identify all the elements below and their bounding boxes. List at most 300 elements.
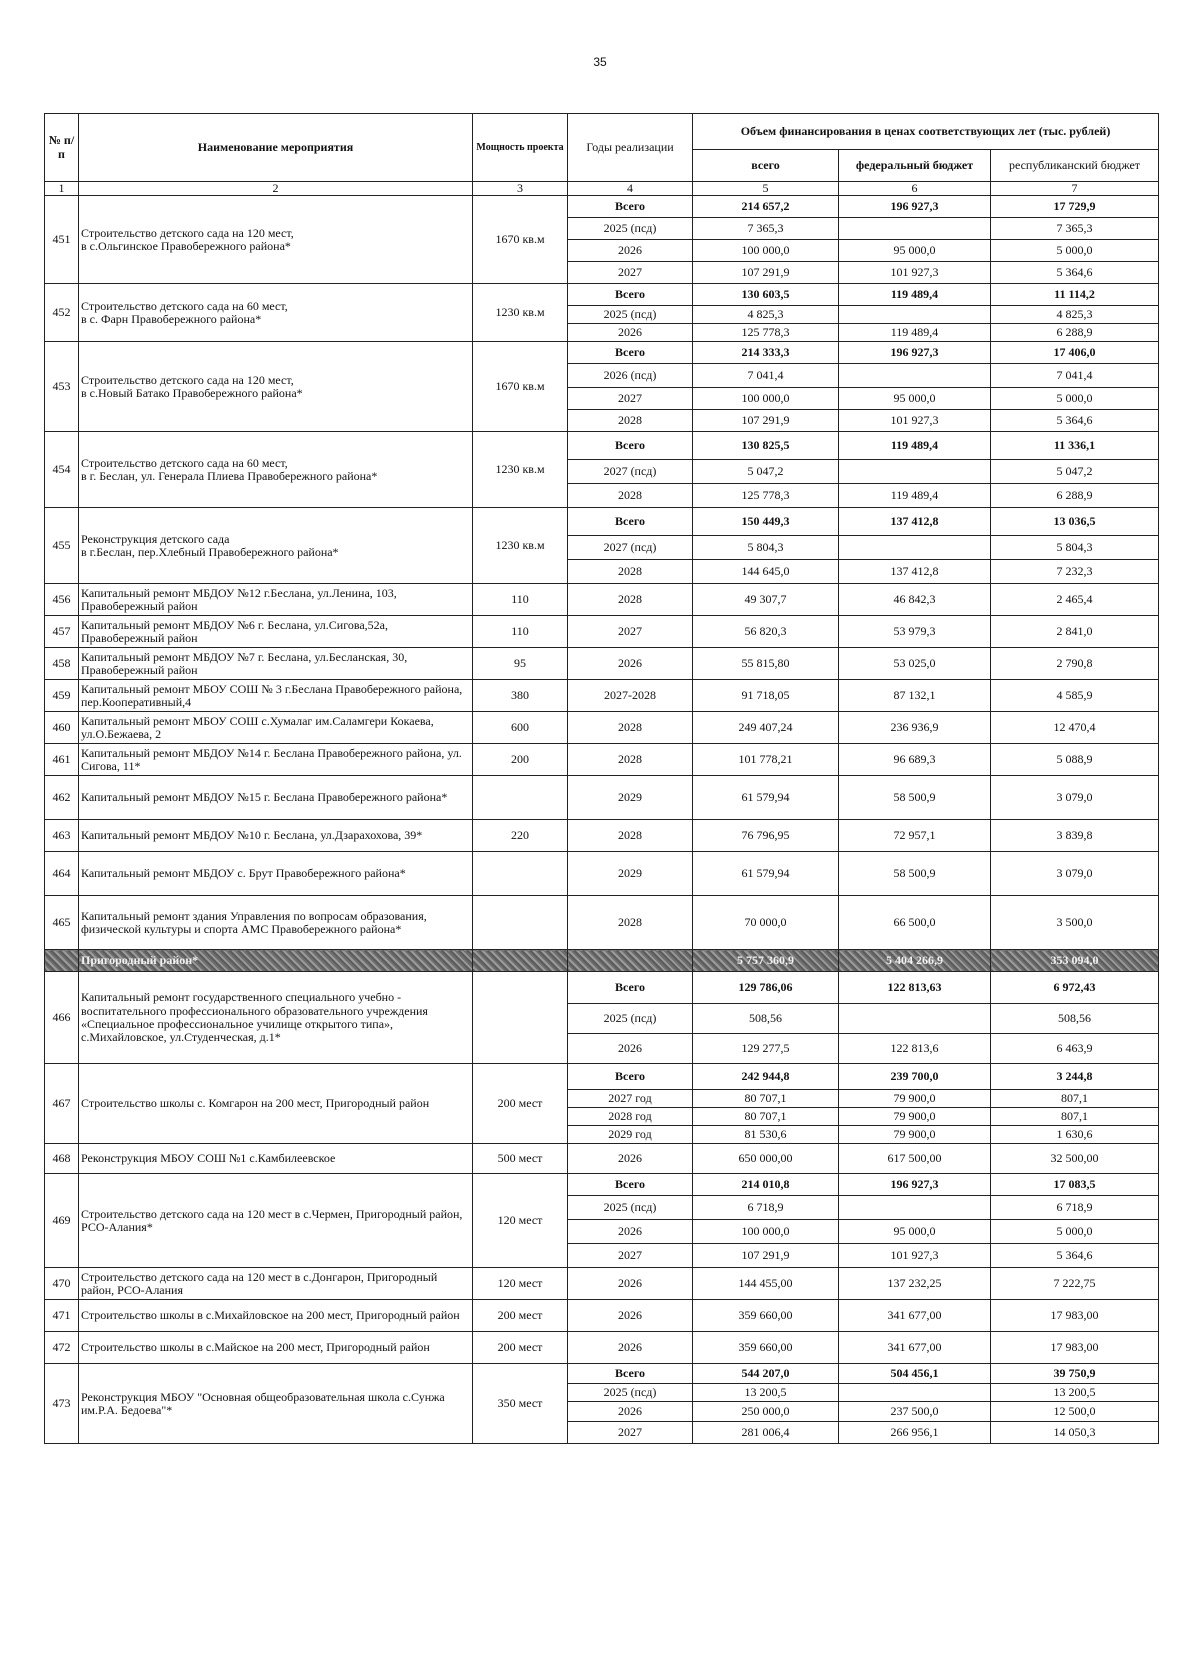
funding-republic: 6 718,9: [991, 1196, 1159, 1220]
funding-republic: 6 288,9: [991, 324, 1159, 342]
funding-republic: 17 983,00: [991, 1332, 1159, 1364]
project-name: Строительство детского сада на 120 мест, в с.Новый Батако Правобережного района*: [79, 342, 473, 432]
funding-republic: 508,56: [991, 1004, 1159, 1034]
funding-federal: 79 900,0: [839, 1108, 991, 1126]
implementation-year: Всего: [568, 972, 693, 1004]
implementation-year: 2027: [568, 616, 693, 648]
implementation-year: Всего: [568, 342, 693, 364]
project-capacity: 95: [473, 648, 568, 680]
funding-republic: 6 463,9: [991, 1034, 1159, 1064]
implementation-year: 2026: [568, 240, 693, 262]
funding-federal: 72 957,1: [839, 820, 991, 852]
row-number: 460: [45, 712, 79, 744]
funding-total: 7 365,3: [693, 218, 839, 240]
funding-republic: 3 500,0: [991, 896, 1159, 950]
project-name: Строительство школы в с.Майское на 200 мест, Пригородный район: [79, 1332, 473, 1364]
header-funding: Объем финансирования в ценах соответствующих лет (тыс. рублей): [693, 114, 1159, 150]
project-capacity: 380: [473, 680, 568, 712]
funding-republic: 17 406,0: [991, 342, 1159, 364]
region-capacity-cell: [473, 950, 568, 972]
region-num-cell: [45, 950, 79, 972]
implementation-year: 2027 (псд): [568, 460, 693, 484]
funding-republic: 17 083,5: [991, 1174, 1159, 1196]
header-capacity: Мощность проекта: [473, 114, 568, 182]
project-name: Капитальный ремонт здания Управления по вопросам образования, физической культуры и спорта АМС Правобережного района*: [79, 896, 473, 950]
funding-federal: 341 677,00: [839, 1300, 991, 1332]
project-capacity: 110: [473, 616, 568, 648]
region-name: Пригородный район*: [79, 950, 473, 972]
funding-republic: 12 470,4: [991, 712, 1159, 744]
header-num: № п/п: [45, 114, 79, 182]
funding-total: 650 000,00: [693, 1144, 839, 1174]
implementation-year: 2028: [568, 584, 693, 616]
table-row: [45, 1174, 1159, 1196]
row-number: 451: [45, 196, 79, 284]
funding-total: 214 010,8: [693, 1174, 839, 1196]
implementation-year: Всего: [568, 432, 693, 460]
row-number: 465: [45, 896, 79, 950]
column-index-cell: 6: [839, 182, 991, 196]
row-number: 472: [45, 1332, 79, 1364]
funding-total: 130 603,5: [693, 284, 839, 306]
row-number: 455: [45, 508, 79, 584]
project-name: Строительство детского сада на 60 мест, в с. Фарн Правобережного района*: [79, 284, 473, 342]
implementation-year: Всего: [568, 1174, 693, 1196]
funding-total: 61 579,94: [693, 776, 839, 820]
funding-federal: 87 132,1: [839, 680, 991, 712]
row-number: 467: [45, 1064, 79, 1144]
funding-federal: [839, 306, 991, 324]
funding-total: 250 000,0: [693, 1402, 839, 1422]
table-row: [45, 432, 1159, 460]
project-name: Капитальный ремонт МБДОУ №7 г. Беслана, ул.Бесланская, 30, Правобережный район: [79, 648, 473, 680]
project-capacity: 200 мест: [473, 1300, 568, 1332]
funding-federal: [839, 364, 991, 388]
column-index-cell: 5: [693, 182, 839, 196]
funding-federal: 196 927,3: [839, 196, 991, 218]
funding-federal: 101 927,3: [839, 410, 991, 432]
implementation-year: 2029: [568, 852, 693, 896]
funding-republic: 5 088,9: [991, 744, 1159, 776]
header-total: всего: [693, 150, 839, 182]
implementation-year: 2027: [568, 388, 693, 410]
funding-federal: 101 927,3: [839, 262, 991, 284]
project-capacity: 110: [473, 584, 568, 616]
page-number: 35: [593, 55, 607, 69]
funding-republic: 7 365,3: [991, 218, 1159, 240]
project-name: Строительство школы с. Комгарон на 200 мест, Пригородный район: [79, 1064, 473, 1144]
funding-republic: 11 114,2: [991, 284, 1159, 306]
funding-republic: 17 729,9: [991, 196, 1159, 218]
funding-total: 5 047,2: [693, 460, 839, 484]
implementation-year: Всего: [568, 1064, 693, 1090]
funding-federal: 66 500,0: [839, 896, 991, 950]
implementation-year: 2026: [568, 1300, 693, 1332]
funding-total: 70 000,0: [693, 896, 839, 950]
funding-total: 76 796,95: [693, 820, 839, 852]
funding-federal: 79 900,0: [839, 1090, 991, 1108]
funding-republic: 7 041,4: [991, 364, 1159, 388]
funding-federal: 95 000,0: [839, 388, 991, 410]
funding-federal: 196 927,3: [839, 342, 991, 364]
row-number: 454: [45, 432, 79, 508]
region-years-cell: [568, 950, 693, 972]
funding-total: 107 291,9: [693, 1244, 839, 1268]
table-row: [45, 584, 1159, 616]
table-row: [45, 284, 1159, 306]
funding-total: 144 455,00: [693, 1268, 839, 1300]
funding-republic: 2 841,0: [991, 616, 1159, 648]
funding-total: 80 707,1: [693, 1108, 839, 1126]
row-number: 468: [45, 1144, 79, 1174]
project-name: Капитальный ремонт МБДОУ №15 г. Беслана Правобережного района*: [79, 776, 473, 820]
implementation-year: 2027 год: [568, 1090, 693, 1108]
project-name: Капитальный ремонт МБДОУ №10 г. Беслана, ул.Дзарахохова, 39*: [79, 820, 473, 852]
funding-total: 144 645,0: [693, 560, 839, 584]
table-row: [45, 680, 1159, 712]
implementation-year: Всего: [568, 284, 693, 306]
funding-republic: 13 036,5: [991, 508, 1159, 536]
project-name: Строительство детского сада на 60 мест, в г. Беслан, ул. Генерала Плиева Правобережного района*: [79, 432, 473, 508]
row-number: 469: [45, 1174, 79, 1268]
project-capacity: [473, 776, 568, 820]
funding-republic: 807,1: [991, 1108, 1159, 1126]
funding-total: 91 718,05: [693, 680, 839, 712]
project-name: Капитальный ремонт государственного специального учебно - воспитательного профессионального образовательного учреждения «Специальное профессиональное училище открытого типа», с.Михайловское, ул.Студенческая, д.1*: [79, 972, 473, 1064]
funding-republic: 807,1: [991, 1090, 1159, 1108]
row-number: 452: [45, 284, 79, 342]
project-name: Реконструкция МБОУ "Основная общеобразовательная школа с.Сунжа им.Р.А. Бедоева"*: [79, 1364, 473, 1444]
row-number: 458: [45, 648, 79, 680]
project-capacity: 1670 кв.м: [473, 196, 568, 284]
funding-federal: 122 813,6: [839, 1034, 991, 1064]
funding-republic: 6 288,9: [991, 484, 1159, 508]
implementation-year: 2025 (псд): [568, 306, 693, 324]
funding-federal: [839, 218, 991, 240]
funding-total: 130 825,5: [693, 432, 839, 460]
header-republic: республиканский бюджет: [991, 150, 1159, 182]
funding-republic: 11 336,1: [991, 432, 1159, 460]
funding-total: 359 660,00: [693, 1300, 839, 1332]
column-index-cell: 1: [45, 182, 79, 196]
implementation-year: 2028: [568, 820, 693, 852]
row-number: 457: [45, 616, 79, 648]
header-federal: федеральный бюджет: [839, 150, 991, 182]
funding-total: 61 579,94: [693, 852, 839, 896]
funding-republic: 5 804,3: [991, 536, 1159, 560]
table-row: [45, 1332, 1159, 1364]
funding-total: 100 000,0: [693, 240, 839, 262]
project-name: Реконструкция детского сада в г.Беслан, пер.Хлебный Правобережного района*: [79, 508, 473, 584]
funding-federal: 95 000,0: [839, 1220, 991, 1244]
implementation-year: Всего: [568, 1364, 693, 1384]
implementation-year: 2025 (псд): [568, 1004, 693, 1034]
funding-republic: 6 972,43: [991, 972, 1159, 1004]
funding-total: 150 449,3: [693, 508, 839, 536]
implementation-year: 2028: [568, 410, 693, 432]
funding-total: 508,56: [693, 1004, 839, 1034]
implementation-year: 2028: [568, 744, 693, 776]
funding-federal: 137 412,8: [839, 508, 991, 536]
row-number: 461: [45, 744, 79, 776]
project-capacity: [473, 972, 568, 1064]
project-name: Капитальный ремонт МБДОУ №14 г. Беслана Правобережного района, ул. Сигова, 11*: [79, 744, 473, 776]
table-row: [45, 744, 1159, 776]
table-row: [45, 616, 1159, 648]
implementation-year: 2026: [568, 324, 693, 342]
table-row: [45, 776, 1159, 820]
table-row: [45, 896, 1159, 950]
project-name: Капитальный ремонт МБДОУ №12 г.Беслана, ул.Ленина, 103, Правобережный район: [79, 584, 473, 616]
row-number: 464: [45, 852, 79, 896]
row-number: 470: [45, 1268, 79, 1300]
funding-total: 544 207,0: [693, 1364, 839, 1384]
project-name: Капитальный ремонт МБДОУ №6 г. Беслана, ул.Сигова,52а, Правобережный район: [79, 616, 473, 648]
funding-total: 249 407,24: [693, 712, 839, 744]
implementation-year: 2029: [568, 776, 693, 820]
funding-federal: 341 677,00: [839, 1332, 991, 1364]
funding-federal: [839, 1004, 991, 1034]
funding-total: 100 000,0: [693, 388, 839, 410]
project-capacity: 1230 кв.м: [473, 508, 568, 584]
column-index-cell: 3: [473, 182, 568, 196]
row-number: 462: [45, 776, 79, 820]
funding-republic: 12 500,0: [991, 1402, 1159, 1422]
project-capacity: 120 мест: [473, 1268, 568, 1300]
implementation-year: 2028 год: [568, 1108, 693, 1126]
funding-total: 55 815,80: [693, 648, 839, 680]
implementation-year: 2027 (псд): [568, 536, 693, 560]
project-capacity: 200 мест: [473, 1064, 568, 1144]
funding-total: 129 786,06: [693, 972, 839, 1004]
table-row: [45, 820, 1159, 852]
funding-total: 129 277,5: [693, 1034, 839, 1064]
funding-federal: 46 842,3: [839, 584, 991, 616]
implementation-year: 2026: [568, 1402, 693, 1422]
funding-republic: 4 825,3: [991, 306, 1159, 324]
funding-total: 125 778,3: [693, 484, 839, 508]
implementation-year: 2026: [568, 1034, 693, 1064]
implementation-year: 2029 год: [568, 1126, 693, 1144]
funding-federal: [839, 460, 991, 484]
funding-total: 242 944,8: [693, 1064, 839, 1090]
funding-republic: 3 839,8: [991, 820, 1159, 852]
project-name: Строительство детского сада на 120 мест в с.Донгарон, Пригородный район, РСО-Алания: [79, 1268, 473, 1300]
funding-republic: 39 750,9: [991, 1364, 1159, 1384]
implementation-year: 2027-2028: [568, 680, 693, 712]
implementation-year: 2026: [568, 1268, 693, 1300]
implementation-year: 2025 (псд): [568, 218, 693, 240]
table-row: [45, 712, 1159, 744]
implementation-year: 2028: [568, 560, 693, 584]
funding-federal: [839, 536, 991, 560]
row-number: 471: [45, 1300, 79, 1332]
region-republic: 353 094,0: [991, 950, 1159, 972]
table-row: [45, 1144, 1159, 1174]
project-capacity: 600: [473, 712, 568, 744]
column-index-cell: 7: [991, 182, 1159, 196]
funding-federal: 58 500,9: [839, 852, 991, 896]
funding-total: 6 718,9: [693, 1196, 839, 1220]
funding-republic: 17 983,00: [991, 1300, 1159, 1332]
funding-federal: [839, 1384, 991, 1402]
funding-total: 281 006,4: [693, 1422, 839, 1444]
funding-federal: 96 689,3: [839, 744, 991, 776]
funding-republic: 3 244,8: [991, 1064, 1159, 1090]
column-index-row: [45, 182, 1159, 196]
funding-federal: 617 500,00: [839, 1144, 991, 1174]
implementation-year: 2026 (псд): [568, 364, 693, 388]
funding-federal: 53 025,0: [839, 648, 991, 680]
implementation-year: 2026: [568, 1332, 693, 1364]
funding-federal: 119 489,4: [839, 284, 991, 306]
funding-federal: 237 500,0: [839, 1402, 991, 1422]
funding-federal: 122 813,63: [839, 972, 991, 1004]
implementation-year: 2027: [568, 1422, 693, 1444]
funding-republic: 13 200,5: [991, 1384, 1159, 1402]
funding-total: 49 307,7: [693, 584, 839, 616]
header-name: Наименование мероприятия: [79, 114, 473, 182]
table-row: [45, 196, 1159, 218]
funding-republic: 14 050,3: [991, 1422, 1159, 1444]
table-row: [45, 972, 1159, 1004]
project-name: Строительство школы в с.Михайловское на 200 мест, Пригородный район: [79, 1300, 473, 1332]
implementation-year: 2025 (псд): [568, 1196, 693, 1220]
funding-federal: 137 412,8: [839, 560, 991, 584]
funding-republic: 7 222,75: [991, 1268, 1159, 1300]
table-row: [45, 1364, 1159, 1384]
implementation-year: 2026: [568, 1220, 693, 1244]
funding-total: 100 000,0: [693, 1220, 839, 1244]
row-number: 456: [45, 584, 79, 616]
table-row: [45, 1300, 1159, 1332]
funding-federal: 53 979,3: [839, 616, 991, 648]
implementation-year: Всего: [568, 508, 693, 536]
funding-federal: 504 456,1: [839, 1364, 991, 1384]
funding-federal: 119 489,4: [839, 324, 991, 342]
funding-total: 4 825,3: [693, 306, 839, 324]
project-capacity: 1670 кв.м: [473, 342, 568, 432]
implementation-year: 2028: [568, 484, 693, 508]
project-capacity: 200 мест: [473, 1332, 568, 1364]
funding-federal: 95 000,0: [839, 240, 991, 262]
header-years: Годы реализации: [568, 114, 693, 182]
funding-table: [44, 113, 1159, 1444]
region-total: 5 757 360,9: [693, 950, 839, 972]
funding-total: 359 660,00: [693, 1332, 839, 1364]
funding-federal: 196 927,3: [839, 1174, 991, 1196]
implementation-year: 2028: [568, 896, 693, 950]
implementation-year: 2027: [568, 262, 693, 284]
funding-republic: 5 047,2: [991, 460, 1159, 484]
funding-republic: 5 000,0: [991, 388, 1159, 410]
implementation-year: 2026: [568, 648, 693, 680]
implementation-year: 2027: [568, 1244, 693, 1268]
funding-federal: 236 936,9: [839, 712, 991, 744]
row-number: 466: [45, 972, 79, 1064]
project-capacity: 220: [473, 820, 568, 852]
implementation-year: 2028: [568, 712, 693, 744]
table-row: [45, 852, 1159, 896]
row-number: 463: [45, 820, 79, 852]
funding-federal: 79 900,0: [839, 1126, 991, 1144]
project-name: Капитальный ремонт МБДОУ с. Брут Правобережного района*: [79, 852, 473, 896]
funding-republic: 5 364,6: [991, 410, 1159, 432]
funding-total: 7 041,4: [693, 364, 839, 388]
table-row: [45, 1268, 1159, 1300]
table-row: [45, 508, 1159, 536]
funding-republic: 4 585,9: [991, 680, 1159, 712]
funding-federal: [839, 1196, 991, 1220]
funding-total: 56 820,3: [693, 616, 839, 648]
funding-total: 5 804,3: [693, 536, 839, 560]
funding-republic: 5 364,6: [991, 262, 1159, 284]
funding-republic: 2 790,8: [991, 648, 1159, 680]
table-row: [45, 342, 1159, 364]
funding-total: 101 778,21: [693, 744, 839, 776]
funding-republic: 1 630,6: [991, 1126, 1159, 1144]
funding-republic: 7 232,3: [991, 560, 1159, 584]
funding-federal: 101 927,3: [839, 1244, 991, 1268]
project-capacity: 500 мест: [473, 1144, 568, 1174]
table-body: [45, 196, 1159, 1444]
funding-federal: 137 232,25: [839, 1268, 991, 1300]
region-total-row: [45, 950, 1159, 972]
funding-federal: 58 500,9: [839, 776, 991, 820]
row-number: 459: [45, 680, 79, 712]
row-number: 473: [45, 1364, 79, 1444]
project-name: Строительство детского сада на 120 мест, в с.Ольгинское Правобережного района*: [79, 196, 473, 284]
funding-republic: 2 465,4: [991, 584, 1159, 616]
funding-republic: 5 364,6: [991, 1244, 1159, 1268]
funding-total: 80 707,1: [693, 1090, 839, 1108]
funding-total: 13 200,5: [693, 1384, 839, 1402]
funding-total: 107 291,9: [693, 262, 839, 284]
column-index-cell: 2: [79, 182, 473, 196]
funding-total: 107 291,9: [693, 410, 839, 432]
project-capacity: [473, 896, 568, 950]
project-capacity: 1230 кв.м: [473, 432, 568, 508]
funding-total: 125 778,3: [693, 324, 839, 342]
project-capacity: 1230 кв.м: [473, 284, 568, 342]
funding-republic: 3 079,0: [991, 776, 1159, 820]
funding-republic: 3 079,0: [991, 852, 1159, 896]
funding-republic: 32 500,00: [991, 1144, 1159, 1174]
implementation-year: 2025 (псд): [568, 1384, 693, 1402]
implementation-year: Всего: [568, 196, 693, 218]
funding-republic: 5 000,0: [991, 240, 1159, 262]
project-capacity: [473, 852, 568, 896]
table-row: [45, 648, 1159, 680]
project-capacity: 350 мест: [473, 1364, 568, 1444]
project-capacity: 200: [473, 744, 568, 776]
implementation-year: 2026: [568, 1144, 693, 1174]
funding-federal: 119 489,4: [839, 432, 991, 460]
project-name: Капитальный ремонт МБОУ СОШ № 3 г.Беслана Правобережного района, пер.Кооперативный,4: [79, 680, 473, 712]
region-federal: 5 404 266,9: [839, 950, 991, 972]
funding-total: 81 530,6: [693, 1126, 839, 1144]
funding-federal: 266 956,1: [839, 1422, 991, 1444]
project-name: Капитальный ремонт МБОУ СОШ с.Хумалаг им.Саламгери Кокаева, ул.О.Бежаева, 2: [79, 712, 473, 744]
column-index-cell: 4: [568, 182, 693, 196]
funding-total: 214 333,3: [693, 342, 839, 364]
row-number: 453: [45, 342, 79, 432]
table-row: [45, 1064, 1159, 1090]
project-name: Реконструкция МБОУ СОШ №1 с.Камбилеевское: [79, 1144, 473, 1174]
funding-federal: 119 489,4: [839, 484, 991, 508]
funding-republic: 5 000,0: [991, 1220, 1159, 1244]
project-capacity: 120 мест: [473, 1174, 568, 1268]
